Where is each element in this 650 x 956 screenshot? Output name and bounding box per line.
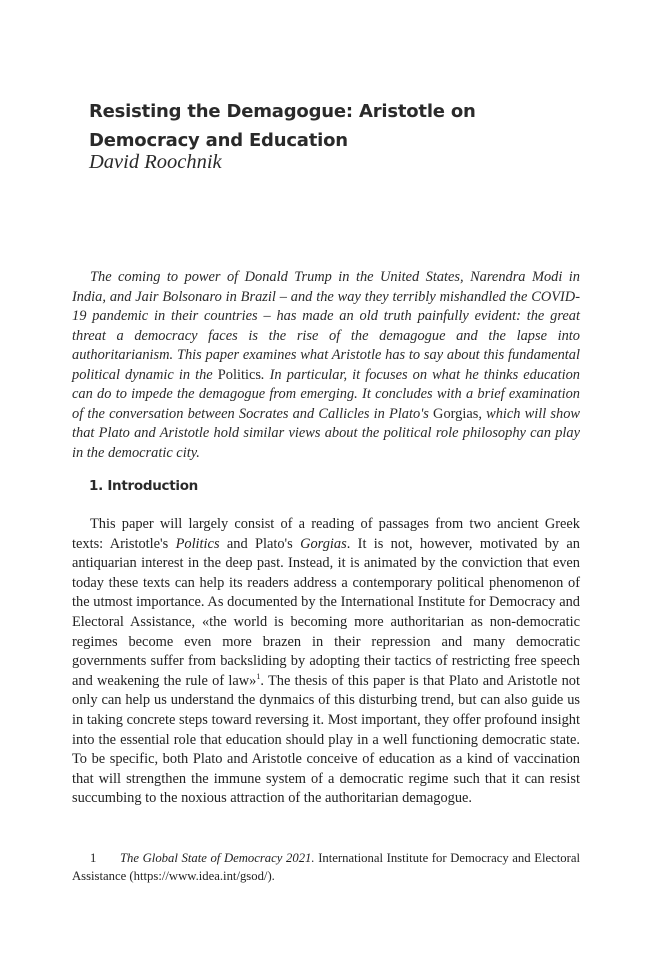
section-heading: 1. Introduction [89,478,198,494]
body-text-3: . It is not, however, motivated by an antiquarian interest in the deep past. Instead, it is animated by the conviction that even today these texts can help its readers address a contemporary political phenomenon of the utmost importance. As documented by the International Institute for Democracy and Electoral Assistance, «the world is becoming more authoritarian as non-democratic regimes become even more brazen in their repression and many democratic governments suffer from backsliding by adopting their tactics of restricting free speech and weakening the rule of law» [72,535,580,689]
body-text-2: and Plato's [226,535,293,552]
abstract-work-gorgias: Gorgias [433,405,479,422]
body-work-gorgias: Gorgias [300,535,347,552]
abstract-text-2: . In particular, it focuses on what he thinks education can do to impede the demagogue from emerging. It concludes with a brief examination of the conversation between Socrates and Callicles in Plato's [72,366,580,422]
footnote [72,849,580,885]
abstract-work-politics: Politics [217,366,261,383]
article-title: Resisting the Demagogue: Aristotle on Democracy and Education [89,101,476,151]
body-paragraph [72,515,580,809]
body-text-4: . The thesis of this paper is that Plato and Aristotle not only can help us understand the dynmaics of this disturbing trend, but can also guide us in taking concrete steps toward reversing it. Most important, they offer profound insight into the essential role that education should play in a well functioning democratic state. To be specific, both Plato and Aristotle conceive of education as a kind of vaccination that will strengthen the immune system of a democratic regime such that it can resist succumbing to the noxious attraction of the authoritarian demagogue. [72,672,580,807]
abstract [72,268,580,463]
article-author: David Roochnik [89,151,222,173]
body-text-1: This paper will largely consist of a reading of passages from two ancient Greek texts: Aristotle's [72,516,580,552]
abstract-text-3: , which will show that Plato and Aristotle hold similar views about the political role philosophy can play in the democratic city. [72,405,580,461]
footnote-reference[interactable]: 1 [256,671,261,681]
abstract-text-1: The coming to power of Donald Trump in the United States, Narendra Modi in India, and Jair Bolsonaro in Brazil – and the way they terribly mishandled the COVID-19 pandemic in their countries – has made an old truth painfully evident: the great threat a democracy faces is the rise of the demagogue and the lapse into authoritarianism. This paper examines what Aristotle has to say about this fundamental political dynamic in the [72,269,580,383]
footnote-number: 1 [90,851,97,865]
body-work-politics: Politics [175,535,220,552]
footnote-work: The Global State of Democracy 2021. [120,851,315,865]
footnote-text: International Institute for Democracy and Electoral Assistance (https://www.idea.int/gsod/). [72,851,580,883]
